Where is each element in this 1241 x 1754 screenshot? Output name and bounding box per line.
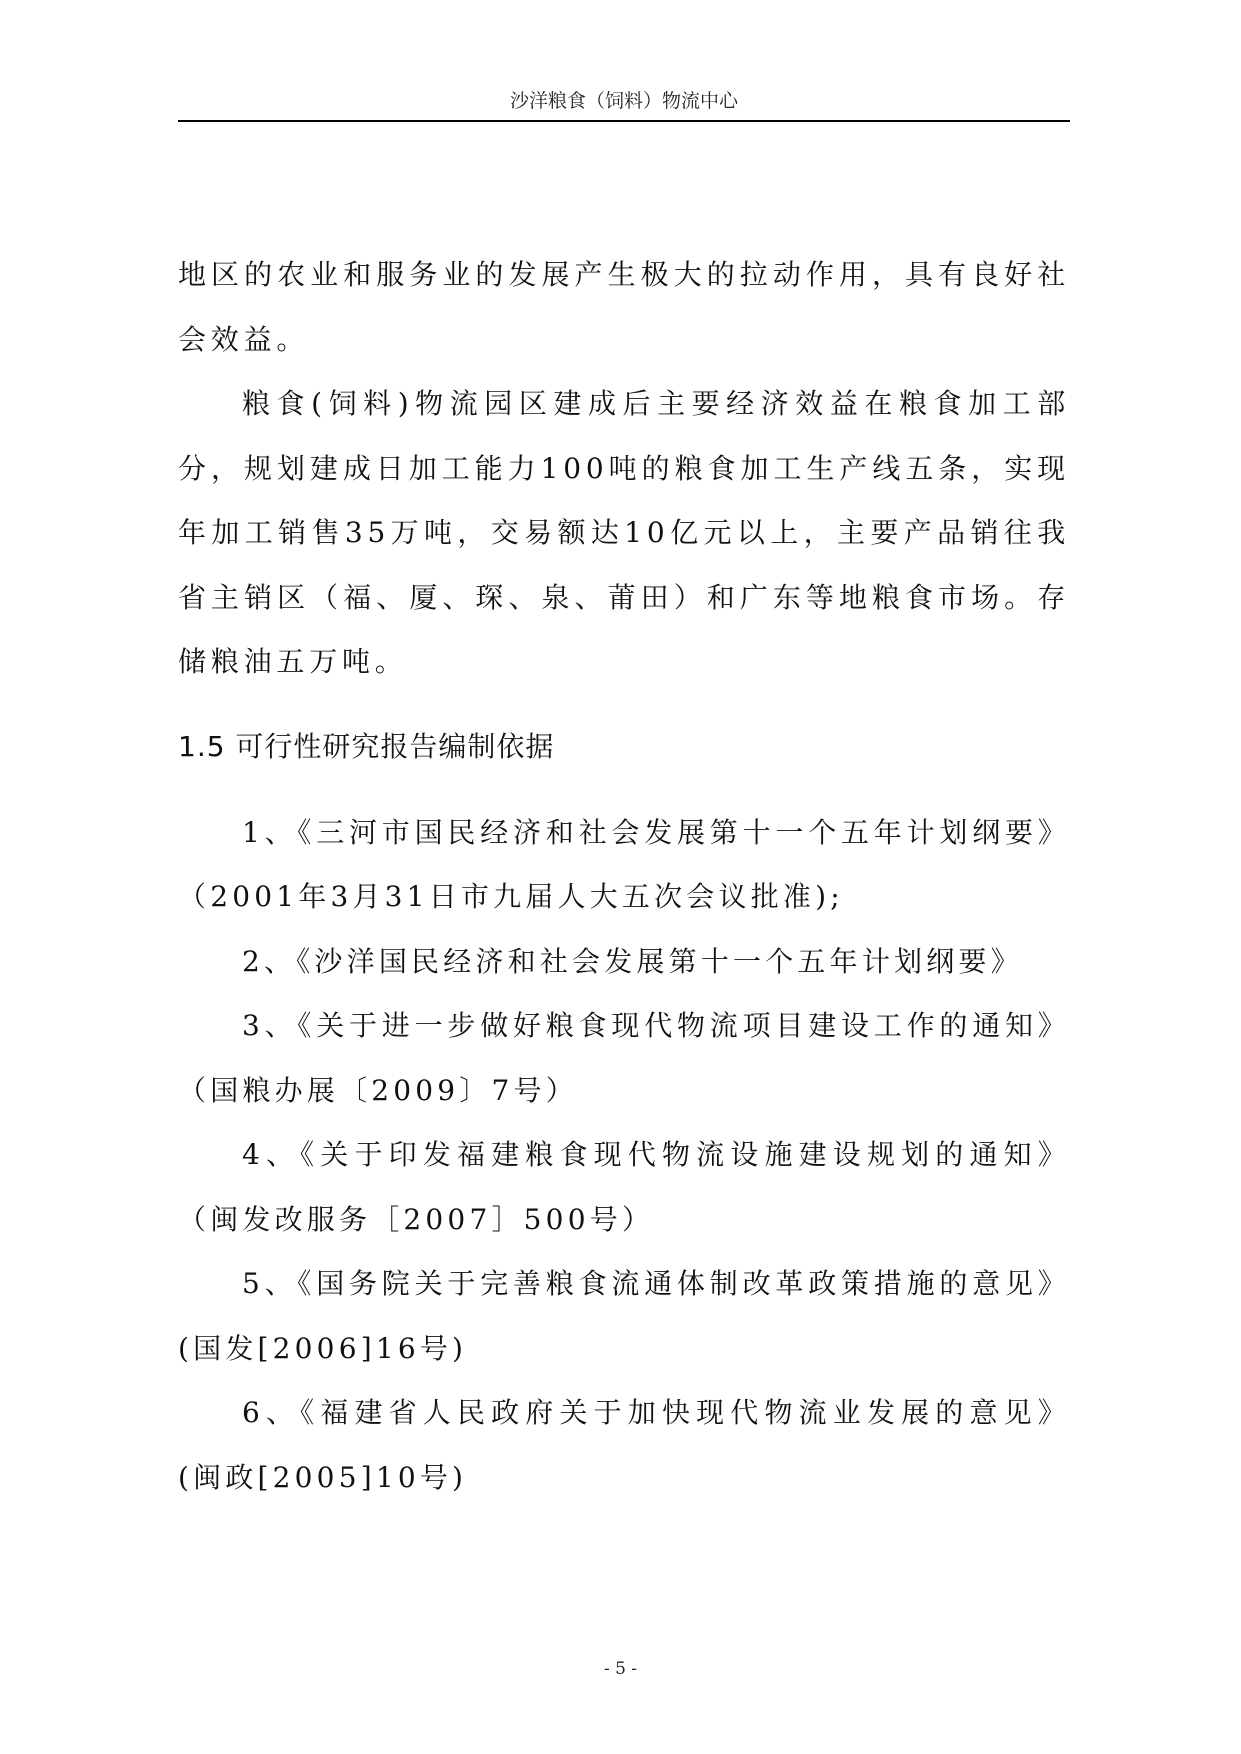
- paragraph-social-benefit: 地区的农业和服务业的发展产生极大的拉动作用，具有良好社会效益。: [178, 258, 1070, 356]
- reference-item-3: 3、《关于进一步做好粮食现代物流项目建设工作的通知》（国粮办展〔2009〕7号）: [178, 1009, 1070, 1107]
- section-heading: 1.5 可行性研究报告编制依据: [178, 729, 555, 763]
- page-header: [178, 88, 1070, 122]
- page-number: - 5 -: [603, 1659, 638, 1679]
- reference-item-2: 2、《沙洋国民经济和社会发展第十一个五年计划纲要》: [242, 944, 1023, 978]
- reference-item-6: 6、《福建省人民政府关于加快现代物流业发展的意见》(闽政[2005]10号): [178, 1396, 1070, 1494]
- reference-item-1: 1、《三河市国民经济和社会发展第十一个五年计划纲要》（2001年3月31日市九届人大五次会议批准);: [178, 815, 1070, 913]
- document-body: [178, 243, 1070, 1510]
- reference-list: [178, 801, 1070, 1511]
- header-title: 沙洋粮食（饲料）物流中心: [509, 90, 738, 112]
- reference-item-4: 4、《关于印发福建粮食现代物流设施建设规划的通知》（闽发改服务［2007］500号）: [178, 1138, 1070, 1236]
- page-footer: [0, 1658, 1241, 1680]
- paragraph-economic-benefit: 粮食(饲料)物流园区建成后主要经济效益在粮食加工部分，规划建成日加工能力100吨的粮食加工生产线五条，实现年加工销售35万吨，交易额达10亿元以上，主要产品销往我省主销区（福、厦、琛、泉、莆田）和广东等地粮食市场。存储粮油五万吨。: [178, 387, 1070, 678]
- reference-item-5: 5、《国务院关于完善粮食流通体制改革政策措施的意见》(国发[2006]16号): [178, 1267, 1070, 1365]
